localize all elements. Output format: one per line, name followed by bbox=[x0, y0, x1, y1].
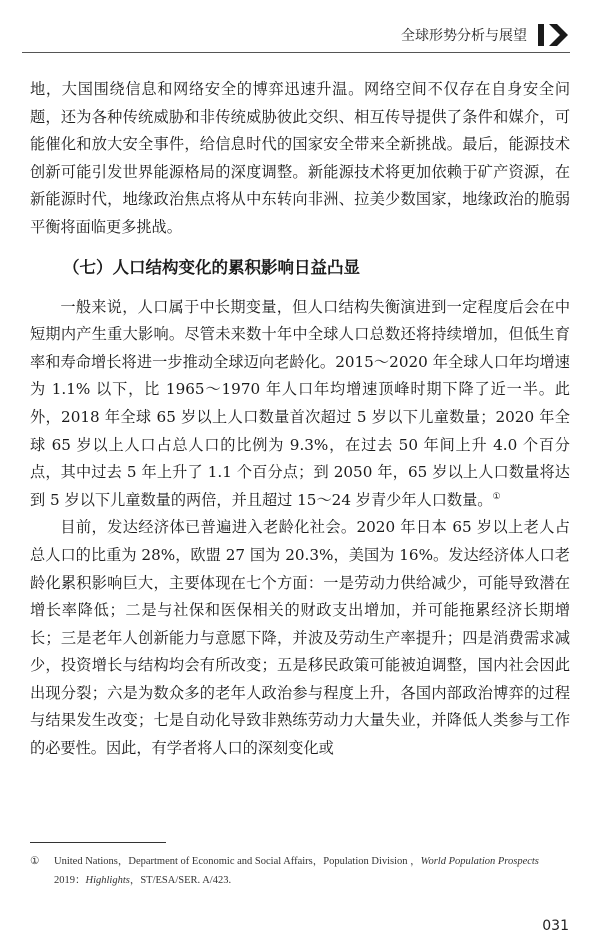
paragraph-population-trends-text: 一般来说，人口属于中长期变量，但人口结构失衡演进到一定程度后会在中短期内产生重大影响。尽管未来数十年中全球人口总数还将持续增加，但低生育率和寿命增长将进一步推动全球迈向老龄化。2015～2020 年全球人口年均增速为 1.1% 以下，比 1965～1970 年人口年均增速顶峰时期下降了近一半。此外，2018 年全球 65 岁以上人口数量首次超过 5 岁以下儿童数量；2020 年全球 65 岁以上人口占总人口的比例为 9.3%，在过去 50 年间上升 4.0 个百分点，其中过去 5 年上升了 1.1 个百分点；到 2050 年，65 岁以上人口数量将达到 5 岁以下儿童数量的两倍，并且超过 15～24 岁青少年人口数量。 bbox=[30, 297, 570, 509]
footnote bbox=[30, 852, 570, 890]
footnote-text-3: ，ST/ESA/SER. A/423. bbox=[129, 875, 232, 886]
page-number: 031 bbox=[542, 918, 569, 934]
footnote-text-1: United Nations，Department of Economic and Social Affairs，Population Division ， bbox=[54, 856, 421, 867]
running-header-title: 全球形势分析与展望 bbox=[401, 28, 527, 44]
header-divider bbox=[22, 52, 570, 53]
running-header bbox=[401, 22, 571, 48]
paragraph-population-trends bbox=[30, 294, 570, 515]
footnote-mark: ① bbox=[30, 856, 40, 867]
main-text bbox=[30, 76, 570, 763]
footnote-italic-subtitle: Highlights bbox=[85, 875, 130, 886]
footnote-divider bbox=[30, 842, 166, 843]
section-heading: （七）人口结构变化的累积影响日益凸显 bbox=[63, 257, 360, 277]
paragraph-continuation: 地，大国围绕信息和网络安全的博弈迅速升温。网络空间不仅存在自身安全问题，还为各种传统威胁和非传统威胁彼此交织、相互传导提供了条件和媒介，可能催化和放大安全事件，给信息时代的国家安全带来全新挑战。最后，能源技术创新可能引发世界能源格局的深度调整。新能源技术将更加依赖于矿产资源，在新能源时代，地缘政治焦点将从中东转向非洲、拉美少数国家，地缘政治的脆弱平衡将面临更多挑战。 bbox=[30, 80, 570, 236]
paragraph-aging-impacts: 目前，发达经济体已普遍进入老龄化社会。2020 年日本 65 岁以上老人占总人口的比重为 28%，欧盟 27 国为 20.3%，美国为 16%。发达经济体人口老龄化累积影响巨大，主要体现在七个方面：一是劳动力供给减少，可能导致潜在增长率降低；二是与社保和医保相关的财政支出增加，并可能拖累经济长期增长；三是老年人创新能力与意愿下降，并波及劳动生产率提升；四是消费需求减少，投资增长与结构均会有所改变；五是移民政策可能被迫调整，国内社会因此出现分裂；六是为数众多的老年人政治参与程度上升，各国内部政治博弈的过程与结果发生改变；七是自动化导致非熟练劳动力大量失业，并降低人类参与工作的必要性。因此，有学者将人口的深刻变化或 bbox=[30, 518, 570, 758]
footnote-reference[interactable]: ① bbox=[492, 491, 501, 502]
chapter-arrow-icon bbox=[537, 22, 571, 48]
footnote-text-2: 2019： bbox=[54, 875, 86, 886]
footnote-italic-title: World Population Prospects bbox=[420, 856, 539, 867]
